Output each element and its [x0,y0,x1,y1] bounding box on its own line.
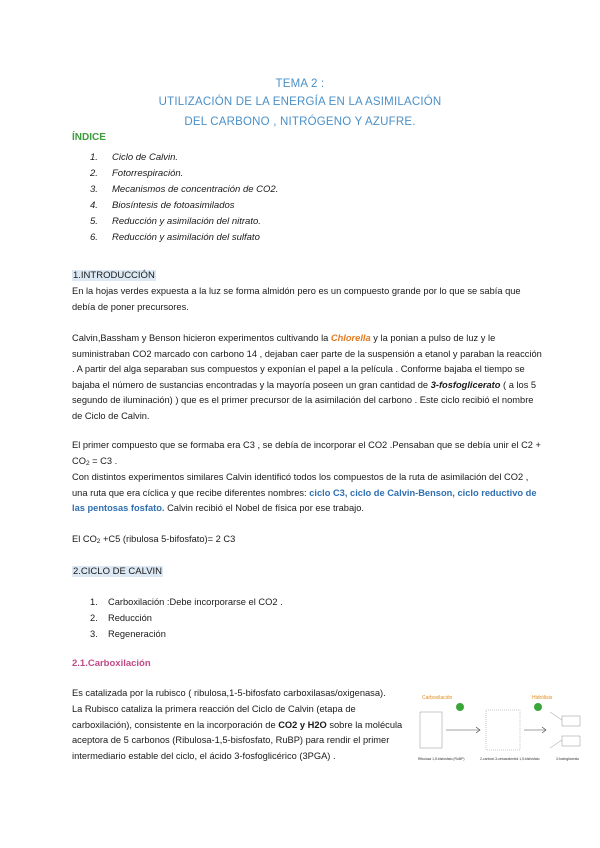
caption-rubp: Ribulosa 1,5-bisfosfato (RuBP) [418,757,465,761]
index-item: 3. Mecanismos de concentración de CO2. [90,184,279,195]
cycle-names: ciclo C3, ciclo de Calvin-Benson, ciclo reductivo de las pentosas fosfato. [72,487,537,513]
caption-pga: 3-fosfoglicerato [556,757,580,761]
pga-term: 3-fosfoglicerato [430,379,501,390]
h2o-marker [534,703,542,711]
intro-paragraph-4: Con distintos experimentos similares Calvin identificó todos los compuestos de la ruta de asimilación del CO2 , una ruta que era cíclica y que recibe diferentes nombres: ciclo C3, ciclo de Calvin-Benson, ciclo reductivo de las pentosas fosfato. Calvin recibió el Nobel de física por ese trabajo. [72,472,537,513]
caption-intermediate: 2-carboxi-3-cetoarabinitol 1,5-bisfosfato [480,757,540,761]
carboxylation-paragraph-2: La Rubisco cataliza la primera reacción del Ciclo de Calvin (etapa de carboxilación), consistente en la incorporación de CO2 y H2O sobre la molécula aceptora de 5 carbonos (Ribulosa-1,5-bisfosfato, RuBP) para rendir el primer intermediario estable del ciclo, el ácido 3-fosfoglicérico (3PGA) . [72,704,403,761]
topic-title-line-1: UTILIZACIÓN DE LA ENERGÍA EN LA ASIMILACIÓN [158,96,442,108]
topic-number: TEMA 2 : [275,78,325,90]
chlorella-term: Chlorella [330,333,371,343]
section-heading-introduction: 1.INTRODUCCIÓN [73,270,155,281]
index-heading: ÍNDICE [72,132,106,143]
index-item: 6. Reducción y asimilación del sulfato [90,232,260,243]
label-hydrolysis: Hidrólisis [532,695,553,701]
rubp-structure [420,712,442,748]
index-item: 4. Biosíntesis de fotoasimilados [90,200,235,211]
index-item: 2. Fotorrespiración. [90,168,184,179]
intro-paragraph-1: En la hojas verdes expuesta a la luz se forma almidón pero es un compuesto grande por lo que se sabía que debía de poner precursores. [72,286,521,312]
carboxylation-paragraph-1: Es catalizada por la rubisco ( ribulosa,1-5-bifosfato carboxilasas/oxigenasa). [72,688,386,698]
pga-structure [550,712,562,748]
phase-item: 2. Reducción [90,613,152,623]
phase-item: 3. Regeneración [90,629,166,639]
intermediate-structure [486,710,520,750]
index-item: 5. Reducción y asimilación del nitrato. [90,216,261,227]
intro-paragraph-2: Calvin,Bassham y Benson hicieron experimentos cultivando la Chlorella y la ponian a pulso de luz y le suministraban CO2 marcado con carbono 14 , dejaban caer parte de la suspensión a etanol y paraban la reacción . A partir del alga separaban sus compuestos y exponían el papel a la película . Conforme bajaba el tiempo se bajaba el número de sustancias encontradas y la mayoría poseen un gran cantidad de 3-fosfoglicerato ( a los 5 segundo de iluminación) ) que es el primer precursor de la asimilación del carbono . Este ciclo recibió el nombre de Ciclo de Calvin. [72,333,542,421]
subsection-heading-carboxylation: 2.1.Carboxilación [72,658,151,669]
topic-title-line-2: DEL CARBONO , NITRÓGENO Y AZUFRE. [184,116,416,128]
phase-item: 1. Carboxilación :Debe incorporarse el CO2 . [90,597,283,607]
intro-paragraph-3: El primer compuesto que se formaba era C3 , se debía de incorporar el CO2 .Pensaban que se debía unir el C2 + CO2 = C3 . [72,440,541,467]
index-list [90,150,278,246]
equation-line: El CO2 +C5 (ribulosa 5-bifosfato)= 2 C3 [72,534,236,545]
section-heading-calvin-cycle: 2.CICLO DE CALVIN [73,566,163,577]
label-carboxylation: Carboxilación [422,695,453,701]
index-item: 1. Ciclo de Calvin. [90,152,178,163]
phase-list [90,594,283,642]
co2-marker [456,703,464,711]
rubisco-reaction-diagram [416,690,592,770]
